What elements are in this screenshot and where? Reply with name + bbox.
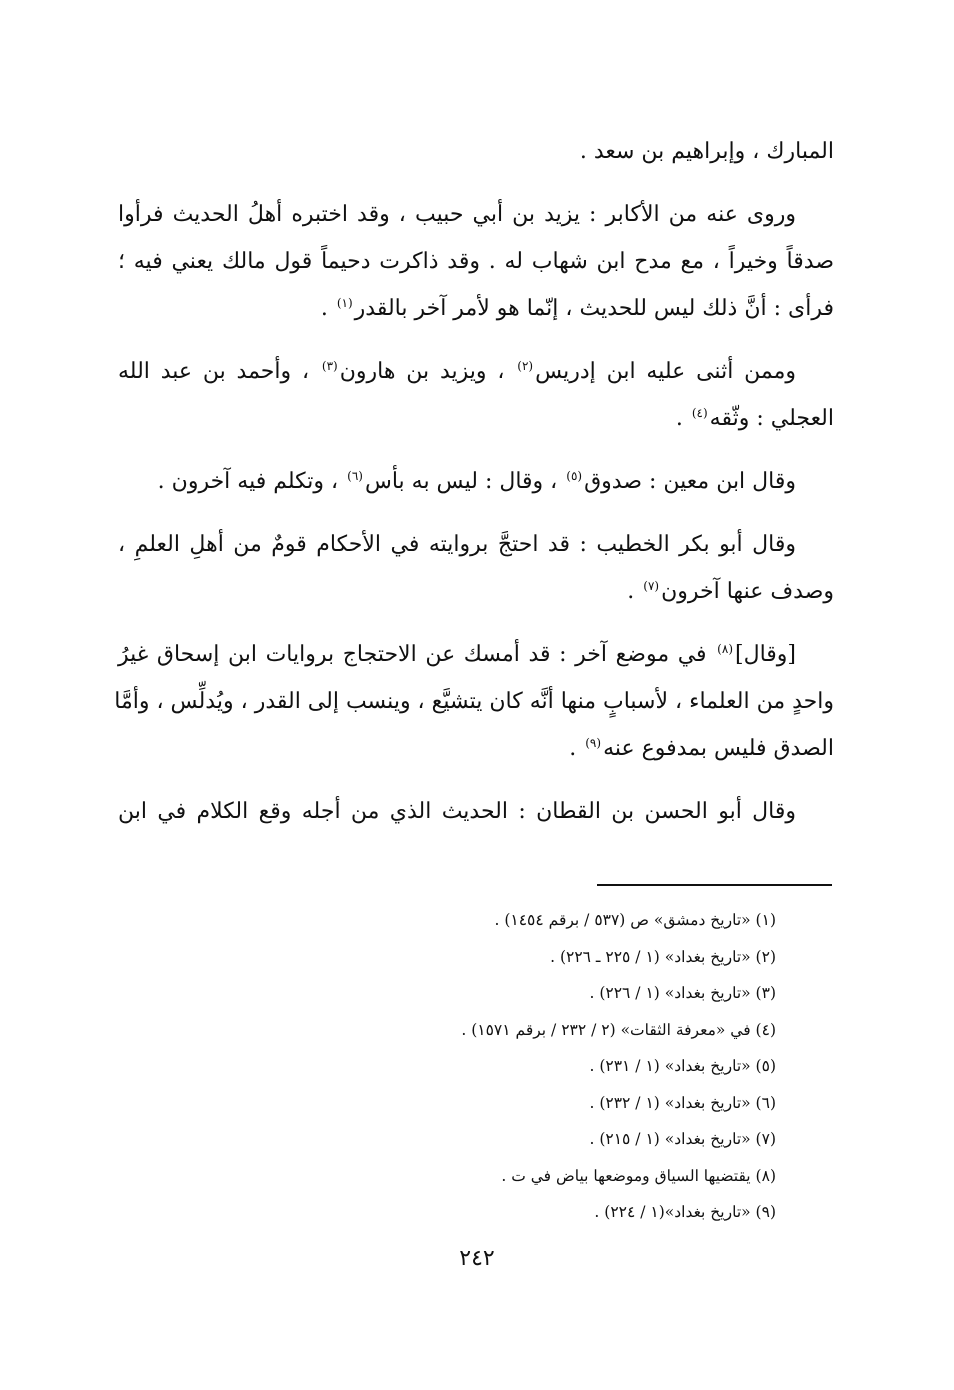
- text-run: ، وتكلم فيه آخرون .: [157, 469, 346, 494]
- footnote-ref-2[interactable]: (٢): [517, 358, 534, 373]
- text-line: [118, 285, 834, 332]
- paragraph-6: [114, 631, 834, 772]
- footnote-ref-4[interactable]: (٤): [691, 405, 708, 420]
- text-line: وقال أبو الحسن بن القطان : الحديث الذي من أجله وقع الكلام في ابن: [118, 799, 796, 824]
- text-run: .: [675, 406, 690, 431]
- text-line: وقال أبو بكر الخطيب : قد احتجَّ بروايته في الأحكام قومٌ من أهلِ العلمِ ،: [118, 532, 796, 557]
- footnotes: [356, 902, 776, 1231]
- text-run: ، وقال : ليس به بأس: [364, 469, 565, 494]
- footnote-ref-3[interactable]: (٣): [321, 358, 338, 373]
- page-number: ٢٤٢: [459, 1246, 495, 1271]
- footnote-7: (٧) «تاريخ بغداد» (١ / ٢١٥) .: [589, 1130, 776, 1148]
- footnote-ref-8[interactable]: (٨): [717, 641, 733, 656]
- paragraph-5: [118, 521, 834, 615]
- text-line: [118, 568, 834, 615]
- paragraph-2: [118, 191, 834, 332]
- footnote-4: (٤) في «معرفة الثقات» (٢ / ٢٣٢ / برقم ١٥٧١) .: [461, 1020, 776, 1039]
- footnote-ref-7[interactable]: (٧): [643, 578, 660, 593]
- paragraph-7: [118, 788, 834, 835]
- text-line: [118, 458, 834, 505]
- text-run: وممن أثنى عليه ابن إدريس: [535, 359, 796, 384]
- text-line: صدقاً وخيراً ، مع مدح ابن شهاب له . وقد ذاكرت دحيماً قول مالك يعني فيه ؛: [118, 249, 834, 274]
- paragraph-1: [118, 128, 834, 175]
- text-line: [118, 631, 834, 678]
- footnote-1: (١) «تاريخ دمشق» ص (٥٣٧ / برقم ١٤٥٤) .: [494, 911, 776, 929]
- text-run: .: [569, 736, 584, 761]
- footnote-8: (٨) يقتضيها السياق وموضعها بياض في ت .: [501, 1166, 776, 1185]
- footnote-3: (٣) «تاريخ بغداد» (١ / ٢٢٦) .: [589, 984, 776, 1002]
- footnote-6: (٦) «تاريخ بغداد» (١ / ٢٣٢) .: [589, 1093, 776, 1112]
- footnote-separator: [597, 884, 832, 886]
- text-run: [وقال]: [735, 642, 796, 667]
- text-run: في موضع آخر : قد أمسك عن الاحتجاج بروايات ابن إسحاق غيرُ: [118, 642, 716, 667]
- main-text: [114, 128, 834, 851]
- paragraph-3: [118, 348, 834, 442]
- footnote-5: (٥) «تاريخ بغداد» (١ / ٢٣١) .: [589, 1057, 776, 1075]
- text-run: وقال ابن معين : صدوق: [584, 469, 796, 494]
- text-run: وصدف عنها آخرون: [661, 579, 834, 604]
- text-run: .: [627, 579, 642, 604]
- text-line: المبارك ، وإبراهيم بن سعد .: [579, 139, 834, 164]
- paragraph-4: [118, 458, 834, 505]
- text-run: ، وأحمد بن عبد الله: [118, 359, 320, 384]
- footnote-9: (٩) «تاريخ بغداد»(١ / ٢٢٤) .: [594, 1203, 776, 1221]
- footnote-2: (٢) «تاريخ بغداد» (١ / ٢٢٥ ـ ٢٢٦) .: [550, 947, 776, 966]
- text-line: وروى عنه من الأكابر : يزيد بن أبي حبيب ، وقد اختبره أهلُ الحديث فرأوا: [118, 202, 796, 227]
- footnote-ref-5[interactable]: (٥): [566, 468, 583, 483]
- text-run: ، ويزيد بن هارون: [339, 359, 516, 384]
- text-line: [118, 395, 834, 442]
- footnote-ref-9[interactable]: (٩): [585, 735, 602, 750]
- text-run: العجلي : وثّقه: [709, 406, 834, 431]
- footnote-ref-1[interactable]: (١): [336, 295, 353, 310]
- text-run: فرأى : أنَّ ذلك ليس للحديث ، إنّما هو لأمر آخر بالقدر: [354, 296, 834, 321]
- text-line: [118, 725, 834, 772]
- text-run: الصدق فليس بمدفوع عنه: [603, 736, 834, 761]
- footnote-ref-6[interactable]: (٦): [347, 468, 363, 483]
- text-run: .: [320, 296, 335, 321]
- text-line: واحدٍ من العلماء ، لأسبابٍ منها أنَّه كان يتشيَّع ، وينسب إلى القدر ، ويُدلِّس ، وأمَّا: [114, 689, 834, 714]
- text-line: [118, 348, 834, 395]
